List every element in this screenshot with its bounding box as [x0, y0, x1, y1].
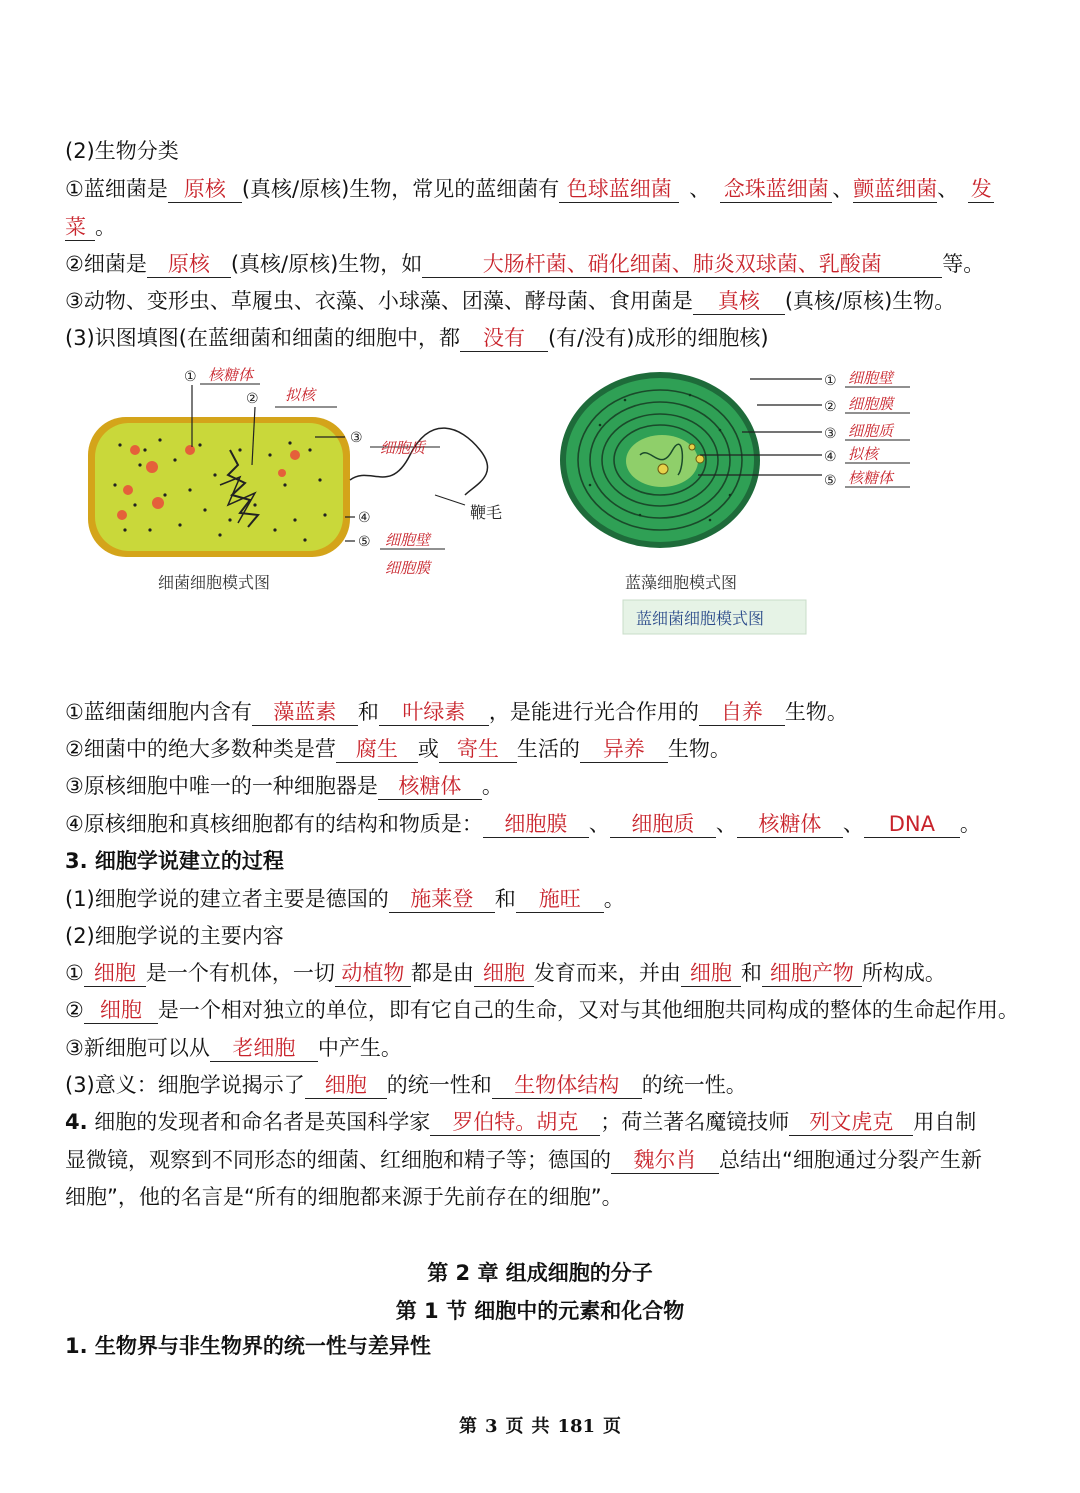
algae-label-4: 拟核: [848, 445, 879, 463]
theory-line-1: (1)细胞学说的建立者主要是德国的 施莱登 和 施旺 。: [65, 887, 625, 911]
answer-blank: 没有: [460, 325, 548, 352]
bacteria-label-5a: 细胞壁: [385, 531, 431, 549]
answer-blank: 细胞: [474, 960, 534, 987]
algae-label-5-number: ⑤: [824, 473, 837, 489]
classification-line-1: ①蓝细菌是 原核 (真核/原核)生物，常见的蓝细菌有 色球蓝细菌 、 念珠蓝细菌 、颤蓝细菌、 发: [65, 175, 994, 203]
answer-blank: 大肠杆菌、硝化细菌、肺炎双球菌、乳酸菌: [422, 251, 942, 278]
answer-blank: DNA: [864, 811, 960, 838]
discovery-line-2: 显微镜，观察到不同形态的细菌、红细胞和精子等；德国的 魏尔肖 总结出“细胞通过分裂产生新: [65, 1148, 982, 1172]
bacteria-cell-diagram: [88, 366, 502, 592]
answer-blank: 自养: [699, 699, 785, 726]
answer-blank: 发: [968, 176, 994, 203]
chapter-title: 第 2 章 组成细胞的分子: [427, 1261, 653, 1285]
bacteria-caption: 细菌细胞模式图: [158, 573, 271, 592]
answer-blank: 老细胞: [210, 1035, 318, 1062]
algae-caption: 蓝藻细胞模式图: [625, 573, 738, 592]
algae-label-2: 细胞膜: [848, 395, 894, 413]
answer-blank: 真核: [693, 288, 785, 315]
answer-blank: 细胞: [84, 997, 158, 1024]
answer-blank: 生物体结构: [492, 1072, 642, 1099]
answer-blank: 施莱登: [389, 886, 495, 913]
algae-label-5: 核糖体: [848, 469, 894, 487]
bacteria-label-4-number: ④: [358, 510, 371, 526]
cyanobacteria-cell-diagram: [560, 369, 910, 634]
theory-line-4: ② 细胞 是一个相对独立的单位，即有它自己的生命，又对与其他细胞共同构成的整体的生命起作用。: [65, 998, 1019, 1022]
flagellum-label: 鞭毛: [470, 503, 503, 522]
cell-diagrams: [80, 355, 980, 645]
heading-3: 3. 细胞学说建立的过程: [65, 849, 284, 873]
answer-blank: 寄生: [439, 736, 517, 763]
answer-blank: 列文虎克: [789, 1109, 913, 1136]
answer-blank: 动植物: [335, 960, 411, 987]
total-pages: 181: [557, 1416, 596, 1437]
answer-blank: 细胞: [305, 1072, 387, 1099]
answer-blank: 核糖体: [737, 811, 843, 838]
answer-blank: 颤蓝细菌: [853, 177, 938, 201]
answer-blank: 念珠蓝细菌: [720, 176, 832, 203]
answer-blank: 核糖体: [378, 773, 482, 800]
answer-blank: 细胞: [84, 960, 146, 987]
classification-line-3: ③动物、变形虫、草履虫、衣藻、小球藻、团藻、酵母菌、食用菌是 真核 (真核/原核)生物。: [65, 289, 956, 313]
question-1: ①蓝细菌细胞内含有 藻蓝素 和 叶绿素 ，是能进行光合作用的 自养 生物。: [65, 700, 848, 724]
answer-blank: 异养: [580, 736, 668, 763]
algae-label-2-number: ②: [824, 399, 837, 415]
bacteria-label-3: 细胞质: [380, 439, 426, 457]
question-2: ②细菌中的绝大多数种类是营 腐生 或 寄生 生活的 异养 生物。: [65, 737, 731, 761]
discovery-line-1: 4. 细胞的发现者和命名者是英国科学家 罗伯特。胡克 ；荷兰著名魔镜技师 列文虎克 用自制: [65, 1110, 977, 1134]
answer-blank: 施旺: [516, 886, 604, 913]
theory-line-6: (3)意义：细胞学说揭示了 细胞 的统一性和 生物体结构 的统一性。: [65, 1073, 747, 1097]
answer-blank: 色球蓝细菌: [559, 176, 679, 203]
answer-blank: 菜: [65, 214, 95, 241]
answer-blank: 魏尔肖: [611, 1147, 719, 1174]
theory-line-5: ③新细胞可以从 老细胞 中产生。: [65, 1036, 402, 1060]
section-title: 第 1 节 细胞中的元素和化合物: [395, 1299, 685, 1323]
question-4: ④原核细胞和真核细胞都有的结构和物质是： 细胞膜 、 细胞质 、 核糖体 、 DNA 。: [65, 812, 981, 836]
bacteria-label-5b: 细胞膜: [385, 559, 431, 577]
algae-label-3-number: ③: [824, 426, 837, 442]
theory-line-3: ① 细胞 是一个有机体，一切 动植物 都是由 细胞 发育而来，并由 细胞 和 细胞产物 所构成。: [65, 961, 946, 985]
bacteria-label-3-number: ③: [350, 430, 363, 446]
answer-blank: 原核: [147, 251, 231, 278]
answer-blank: 细胞产物: [762, 960, 862, 987]
bacteria-label-1-number: ①: [184, 369, 197, 385]
classification-line-1b: 菜 。: [65, 215, 116, 239]
algae-label-1-number: ①: [824, 373, 837, 389]
bacteria-label-2: 拟核: [285, 386, 316, 404]
answer-blank: 藻蓝素: [252, 699, 358, 726]
section-3-heading: (3)识图填图(在蓝细菌和细菌的细胞中，都 没有 (有/没有)成形的细胞核): [65, 326, 769, 350]
algae-label-4-number: ④: [824, 449, 837, 465]
algae-nucleoid: [626, 435, 698, 487]
classification-line-2: ②细菌是 原核 (真核/原核)生物，如 大肠杆菌、硝化细菌、肺炎双球菌、乳酸菌 等。: [65, 252, 985, 276]
answer-blank: 细胞质: [610, 811, 716, 838]
answer-blank: 腐生: [336, 736, 418, 763]
algae-caption2: 蓝细菌细胞模式图: [636, 609, 765, 628]
answer-blank: 叶绿素: [379, 699, 489, 726]
bacteria-label-5-number: ⑤: [358, 534, 371, 550]
discovery-line-3: 细胞”，他的名言是“所有的细胞都来源于先前存在的细胞”。: [65, 1185, 623, 1209]
answer-blank: 细胞: [681, 960, 741, 987]
bacteria-cytoplasm: [95, 423, 343, 551]
page-number: 3: [484, 1416, 498, 1437]
answer-blank: 原核: [168, 176, 242, 203]
page-footer: 第 3 页 共 181 页: [458, 1416, 622, 1437]
section-2-heading: (2)生物分类: [65, 139, 179, 163]
algae-label-1: 细胞壁: [848, 369, 894, 387]
answer-blank: 细胞膜: [483, 811, 589, 838]
heading-1: 1. 生物界与非生物界的统一性与差异性: [65, 1334, 431, 1358]
theory-line-2: (2)细胞学说的主要内容: [65, 924, 284, 948]
bacteria-label-1: 核糖体: [208, 366, 254, 384]
algae-label-3: 细胞质: [848, 422, 894, 440]
answer-blank: 罗伯特。胡克: [430, 1109, 600, 1136]
question-3: ③原核细胞中唯一的一种细胞器是 核糖体 。: [65, 774, 503, 798]
bacteria-label-2-number: ②: [246, 391, 259, 407]
